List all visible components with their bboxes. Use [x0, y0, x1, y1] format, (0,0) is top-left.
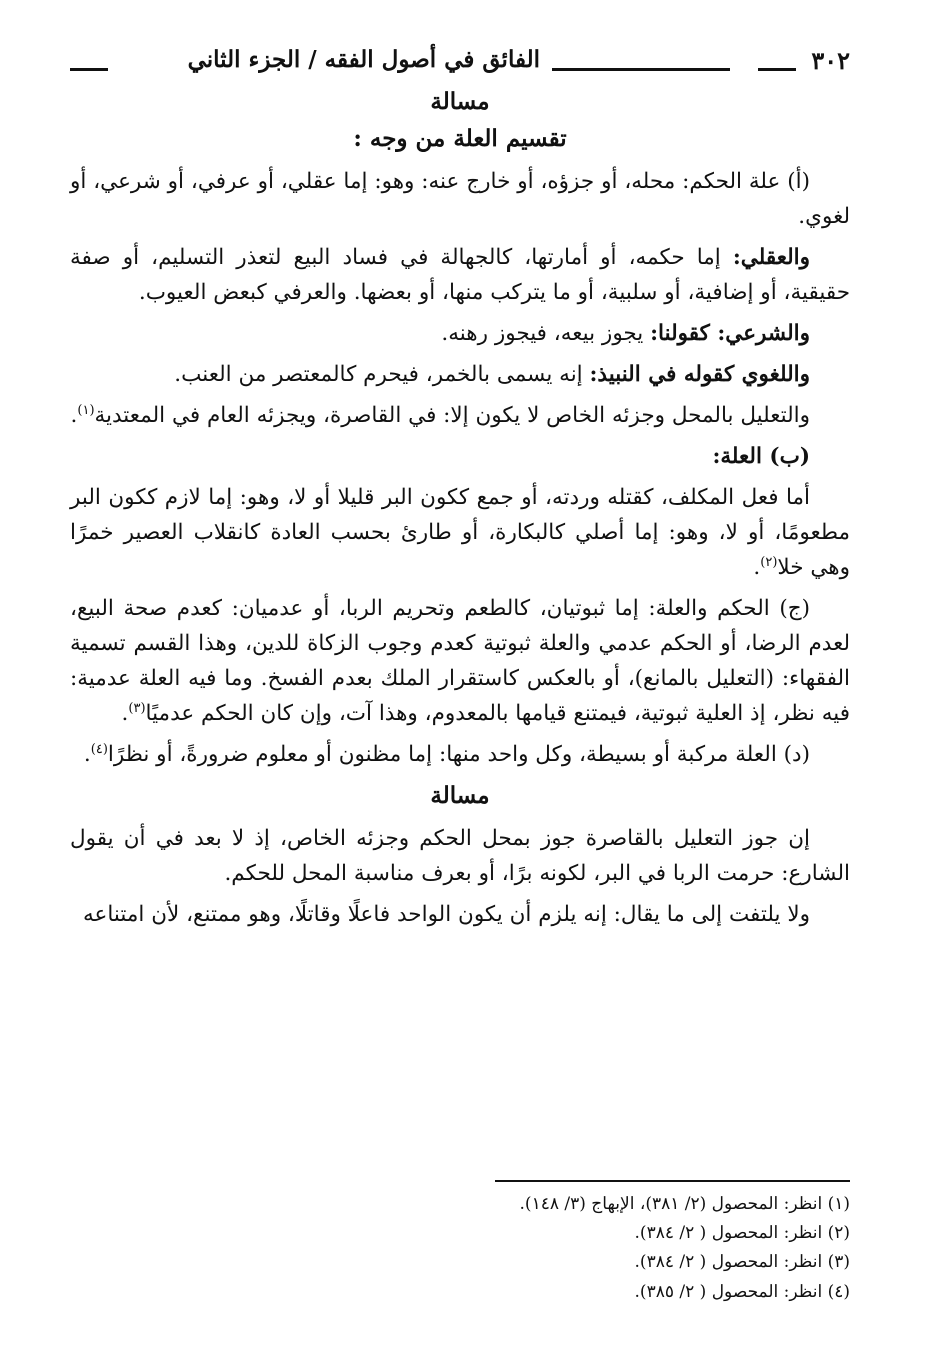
section-heading: مسالة: [430, 88, 490, 115]
paragraph-text: أما فعل المكلف، كقتله وردته، أو جمع ككون البر قليلا أو لا، وهو: إما لازم ككون البر مطعومًا، أو لا، وهو: إما أصلي كالبكارة، أو طارئ بحسب العادة كانقلاب العصير خمرًا وهي خلا: [70, 484, 850, 580]
paragraph: (ج) الحكم والعلة: إما ثبوتيان، كالطعم وتحريم الربا، أو عدميان: كعدم صحة البيع، لعدم الرضا، أو الحكم عدمي والعلة ثبوتية كعدم وجوب الزكاة للدين، وهذا القسم تسمية الفقهاء: (التعليل بالمانع)، أو بالعكس كاستقرار الملك بعدم الفسخ. وما فيه العلة عدمية: فيه نظر، إذ العلية ثبوتية، فيمتنع قيامها بالمعدوم، وهذا آت، وإن كان الحكم عدميًا$^{(٣)}$.: [70, 595, 850, 727]
section-heading: مسالة: [430, 782, 490, 810]
footnote-rule: [495, 1180, 850, 1182]
paragraph: والتعليل بالمحل وجزئه الخاص لا يكون إلا: في القاصرة، ويجزئه العام في المعتدية$^{(١)}$.: [70, 402, 810, 428]
paragraph: [70, 164, 850, 234]
paragraph: [70, 240, 850, 310]
paragraph-lead: واللغوي كقوله في النبيذ:: [589, 361, 810, 387]
paragraph: [70, 897, 850, 932]
footnote: (٣) انظر: المحصول ( ٢/ ٣٨٤).: [634, 1252, 850, 1273]
running-title: الفائق في أصول الفقه / الجزء الثاني: [187, 46, 540, 73]
page-header: [70, 40, 850, 84]
paragraph-lead: (ب) العلة:: [712, 443, 810, 469]
header-rule: [758, 68, 796, 71]
paragraph-text: (ج) الحكم والعلة: إما ثبوتيان، كالطعم وتحريم الربا، أو عدميان: كعدم صحة البيع، لعدم الرضا، أو الحكم عدمي والعلة ثبوتية كعدم وجوب الزكاة للدين، وهذا القسم تسمية الفقهاء: (التعليل بالمانع)، أو بالعكس كاستقرار الملك بعدم الفسخ. وما فيه العلة عدمية: فيه نظر، إذ العلية ثبوتية، فيمتنع قيامها بالمعدوم، وهذا آت، وإن كان الحكم عدميًا: [70, 595, 850, 727]
paragraph-text: إنه يسمى بالخمر، فيحرم كالمعتصر من العنب.: [174, 361, 590, 387]
footnote-ref[interactable]: (٤): [90, 741, 108, 757]
paragraph-lead: والعقلي:: [732, 244, 810, 270]
paragraph: [70, 439, 850, 474]
section-subheading: تقسيم العلة من وجه :: [353, 124, 567, 152]
page-number: ٣٠٢: [811, 46, 850, 75]
paragraph-text: ولا يلتفت إلى ما يقال: إنه يلزم أن يكون الواحد فاعلًا وقاتلًا، وهو ممتنع، لأن امتناعه: [83, 901, 810, 927]
footnote: (٢) انظر: المحصول ( ٢/ ٣٨٤).: [634, 1223, 850, 1244]
footnotes: [70, 1180, 850, 1307]
paragraph-text: إما حكمه، أو أمارتها، كالجهالة في فساد البيع لتعذر التسليم، أو صفة حقيقية، أو إضافية، أو سلبية، أو ما يتركب منها، أو بعضها. والعرفي كبعض العيوب.: [70, 244, 850, 305]
paragraph-text: (د) العلة مركبة أو بسيطة، وكل واحد منها: إما مظنون أو معلوم ضرورةً، أو نظرًا: [107, 742, 810, 768]
paragraph: [70, 821, 850, 891]
paragraph-text: والتعليل بالمحل وجزئه الخاص لا يكون إلا: في القاصرة، ويجزئه العام في المعتدية: [94, 402, 810, 428]
footnote-ref[interactable]: (٢): [760, 554, 778, 570]
header-rule: [70, 68, 108, 71]
paragraph-text: إن جوز التعليل بالقاصرة جوز بمحل الحكم وجزئه الخاص، إذ لا بعد في أن يقول الشارع: حرمت الربا في البر، لكونه برًا، أو بعرف مناسبة المحل للحكم.: [70, 825, 850, 886]
paragraph-text: يجوز بيعه، فيجوز رهنه.: [441, 320, 651, 346]
paragraph: (د) العلة مركبة أو بسيطة، وكل واحد منها: إما مظنون أو معلوم ضرورةً، أو نظرًا$^{(٤)}$.: [83, 741, 810, 768]
header-rule: [552, 68, 730, 71]
paragraph: أما فعل المكلف، كقتله وردته، أو جمع ككون البر قليلا أو لا، وهو: إما لازم ككون البر مطعومًا، أو لا، وهو: إما أصلي كالبكارة، أو طارئ بحسب العادة كانقلاب العصير خمرًا وهي خلا$^{(٢)}$.: [70, 484, 850, 580]
paragraph: [70, 316, 850, 351]
footnote: (٤) انظر: المحصول ( ٢/ ٣٨٥).: [634, 1281, 850, 1302]
paragraph: [70, 357, 850, 392]
footnote-ref[interactable]: (١): [77, 402, 95, 418]
paragraph-lead: والشرعي: كقولنا:: [650, 320, 810, 346]
paragraph-text: (أ) علة الحكم: محله، أو جزؤه، أو خارج عنه: وهو: إما عقلي، أو عرفي، أو شرعي، أو لغوي.: [70, 168, 850, 229]
footnote-ref[interactable]: (٣): [128, 700, 146, 716]
page-body: [70, 40, 850, 938]
footnote: (١) انظر: المحصول (٢/ ٣٨١)، الإبهاج (٣/ ١٤٨).: [519, 1194, 850, 1214]
